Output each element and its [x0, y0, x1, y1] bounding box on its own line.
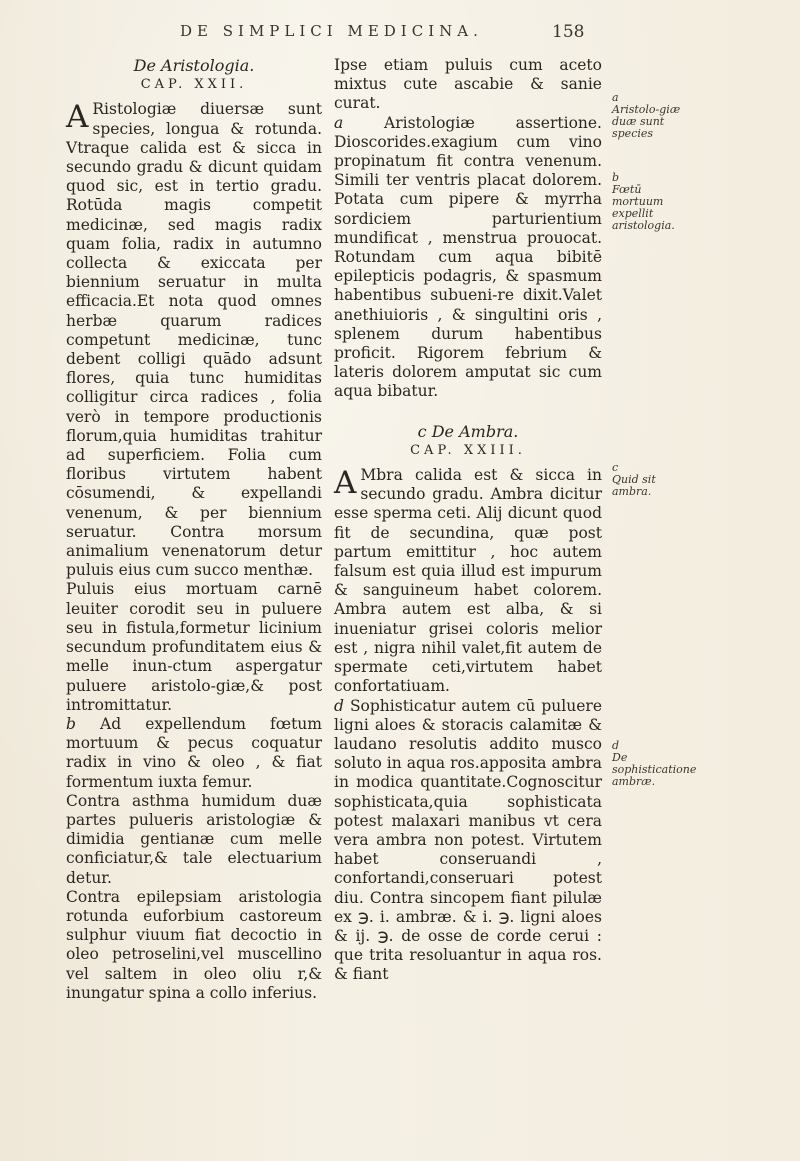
paragraph: Contra epilepsiam aristologia rotunda euforbium castoreum sulphur viuum fiat decoctio in oleo petroselini,vel muscellino vel saltem in oleo oliu r,& inungatur spina a collo inferius. — [66, 887, 322, 1002]
paragraph-text: Sophisticatur autem cū puluere ligni aloes & storacis calamitæ & laudano resolutis addito musco soluto in aqua ros.apposita ambra in modica quantitate.Cognoscitur sophisticata,quia sophisticata potest malaxari manibus vt cera vera ambra non potest. Virtutem habet conseruandi , confortandi,conseruari potest diu. Contra sincopem fiant pilulæ ex ℈. i. ambræ. & i. ℈. ligni aloes & ij. ℈. de osse de corde cerui : que trita resoluantur in aqua ros. & fiant — [334, 696, 602, 984]
margin-note-text: De sophisticatione ambræ. — [612, 751, 697, 788]
paragraph — [334, 114, 602, 402]
right-column — [334, 56, 602, 985]
paragraph — [334, 697, 602, 985]
section-heading-aristologia: De Aristologia. — [133, 56, 255, 75]
paragraph-text: Ristologiæ diuersæ sunt species, longua & rotunda. Vtraque calida est & sicca in secundo gradu & dicunt quidam quod sic, est in tertio gradu. Rotūda magis competit medicinæ, sed magis radix quam folia, radix in autumno collecta & exiccata per biennium seruatur in multa efficacia.Et nota quod omnes herbæ quarum radices competunt medicinæ, tunc debent colligi quādo adsunt flores, quia tunc humiditas colligitur circa radices , folia verò in tempore productionis florum,quia humiditas trahitur ad superficiem. Folia cum floribus virtutem habent cōsumendi, & expellandi venenum, & per biennium seruatur. Contra morsum animalium venenatorum detur puluis eius cum succo menthæ. — [66, 100, 322, 580]
margin-note-text: Quid sit ambra. — [612, 473, 656, 498]
drop-cap: A — [334, 465, 357, 502]
paragraph — [66, 100, 322, 580]
margin-reference-marker: c — [417, 421, 427, 441]
margin-reference-marker: b — [66, 714, 76, 733]
chapter-number-22: CAP. XXII. — [140, 77, 248, 93]
margin-note-d — [612, 739, 697, 788]
paragraph — [334, 466, 602, 696]
margin-note-b — [612, 172, 686, 232]
margin-reference-marker: a — [334, 113, 344, 132]
margin-note-c — [612, 462, 686, 498]
section-heading-ambra — [334, 422, 602, 441]
paragraph-text: Aristologiæ assertione. Dioscorides.exagium cum vino propinatum fit contra venenum. Simili ter ventris placat dolorem. Potata cum pipere & myrrha sordiciem parturientium mundificat , menstrua prouocat. Rotundam cum aqua bibitē epilepticis podagris, & spasmum habentibus subueni-re dixit.Valet anethiuioris , & singultini oris , splenem durum habentibus proficit. Rigorem febrium & lateris dolorem amputat sic cum aqua bibatur. — [334, 113, 602, 401]
margin-note-a — [612, 92, 686, 140]
paragraph: Contra asthma humidum duæ partes pulueris aristologiæ & dimidia gentianæ cum melle conficiatur,& tale electuarium detur. — [66, 791, 322, 887]
margin-note-text: Fœtū mortuum expellit aristologia. — [612, 183, 675, 232]
margin-reference-marker: d — [334, 696, 344, 715]
heading-text: De Ambra. — [431, 421, 519, 441]
paragraph-text: Ad expellendum fœtum mortuum & pecus coquatur radix in vino & oleo , & fiat formentum iuxta femur. — [66, 714, 322, 791]
paragraph-text: Mbra calida est & sicca in secundo gradu. Ambra dicitur esse sperma ceti. Alij dicunt quod fit de secundina, quæ post partum emittitur , hoc autem falsum est quia illud est impurum & sanguineum habet colorem. Ambra autem est alba, & si inueniatur grisei coloris melior est , nigra nihil valet,fit autem de spermate ceti,virtutem habet confortatiuam. — [334, 466, 602, 696]
drop-cap: A — [66, 99, 89, 136]
running-head: DE SIMPLICI MEDICINA. — [180, 22, 483, 40]
chapter-number-23: CAP. XXIII. — [410, 442, 526, 458]
page-number: 158 — [552, 22, 585, 42]
margin-letter: c — [612, 461, 619, 474]
paragraph: Puluis eius mortuam carnē leuiter corodit seu in puluere seu in fistula,formetur licinium secundum profunditatem eius & melle inun-ctum aspergatur puluere aristolo-giæ,& post intromittatur. — [66, 580, 322, 714]
margin-letter: d — [612, 739, 620, 752]
margin-letter: b — [612, 171, 620, 184]
paragraph — [66, 715, 322, 792]
margin-letter: a — [612, 91, 619, 104]
section-gap — [334, 402, 602, 420]
left-column — [66, 54, 322, 1003]
margin-note-text: Aristolo-giæ duæ sunt species — [612, 103, 681, 140]
paragraph: Ipse etiam puluis cum aceto mixtus cute ascabie & sanie curat. — [334, 56, 602, 113]
